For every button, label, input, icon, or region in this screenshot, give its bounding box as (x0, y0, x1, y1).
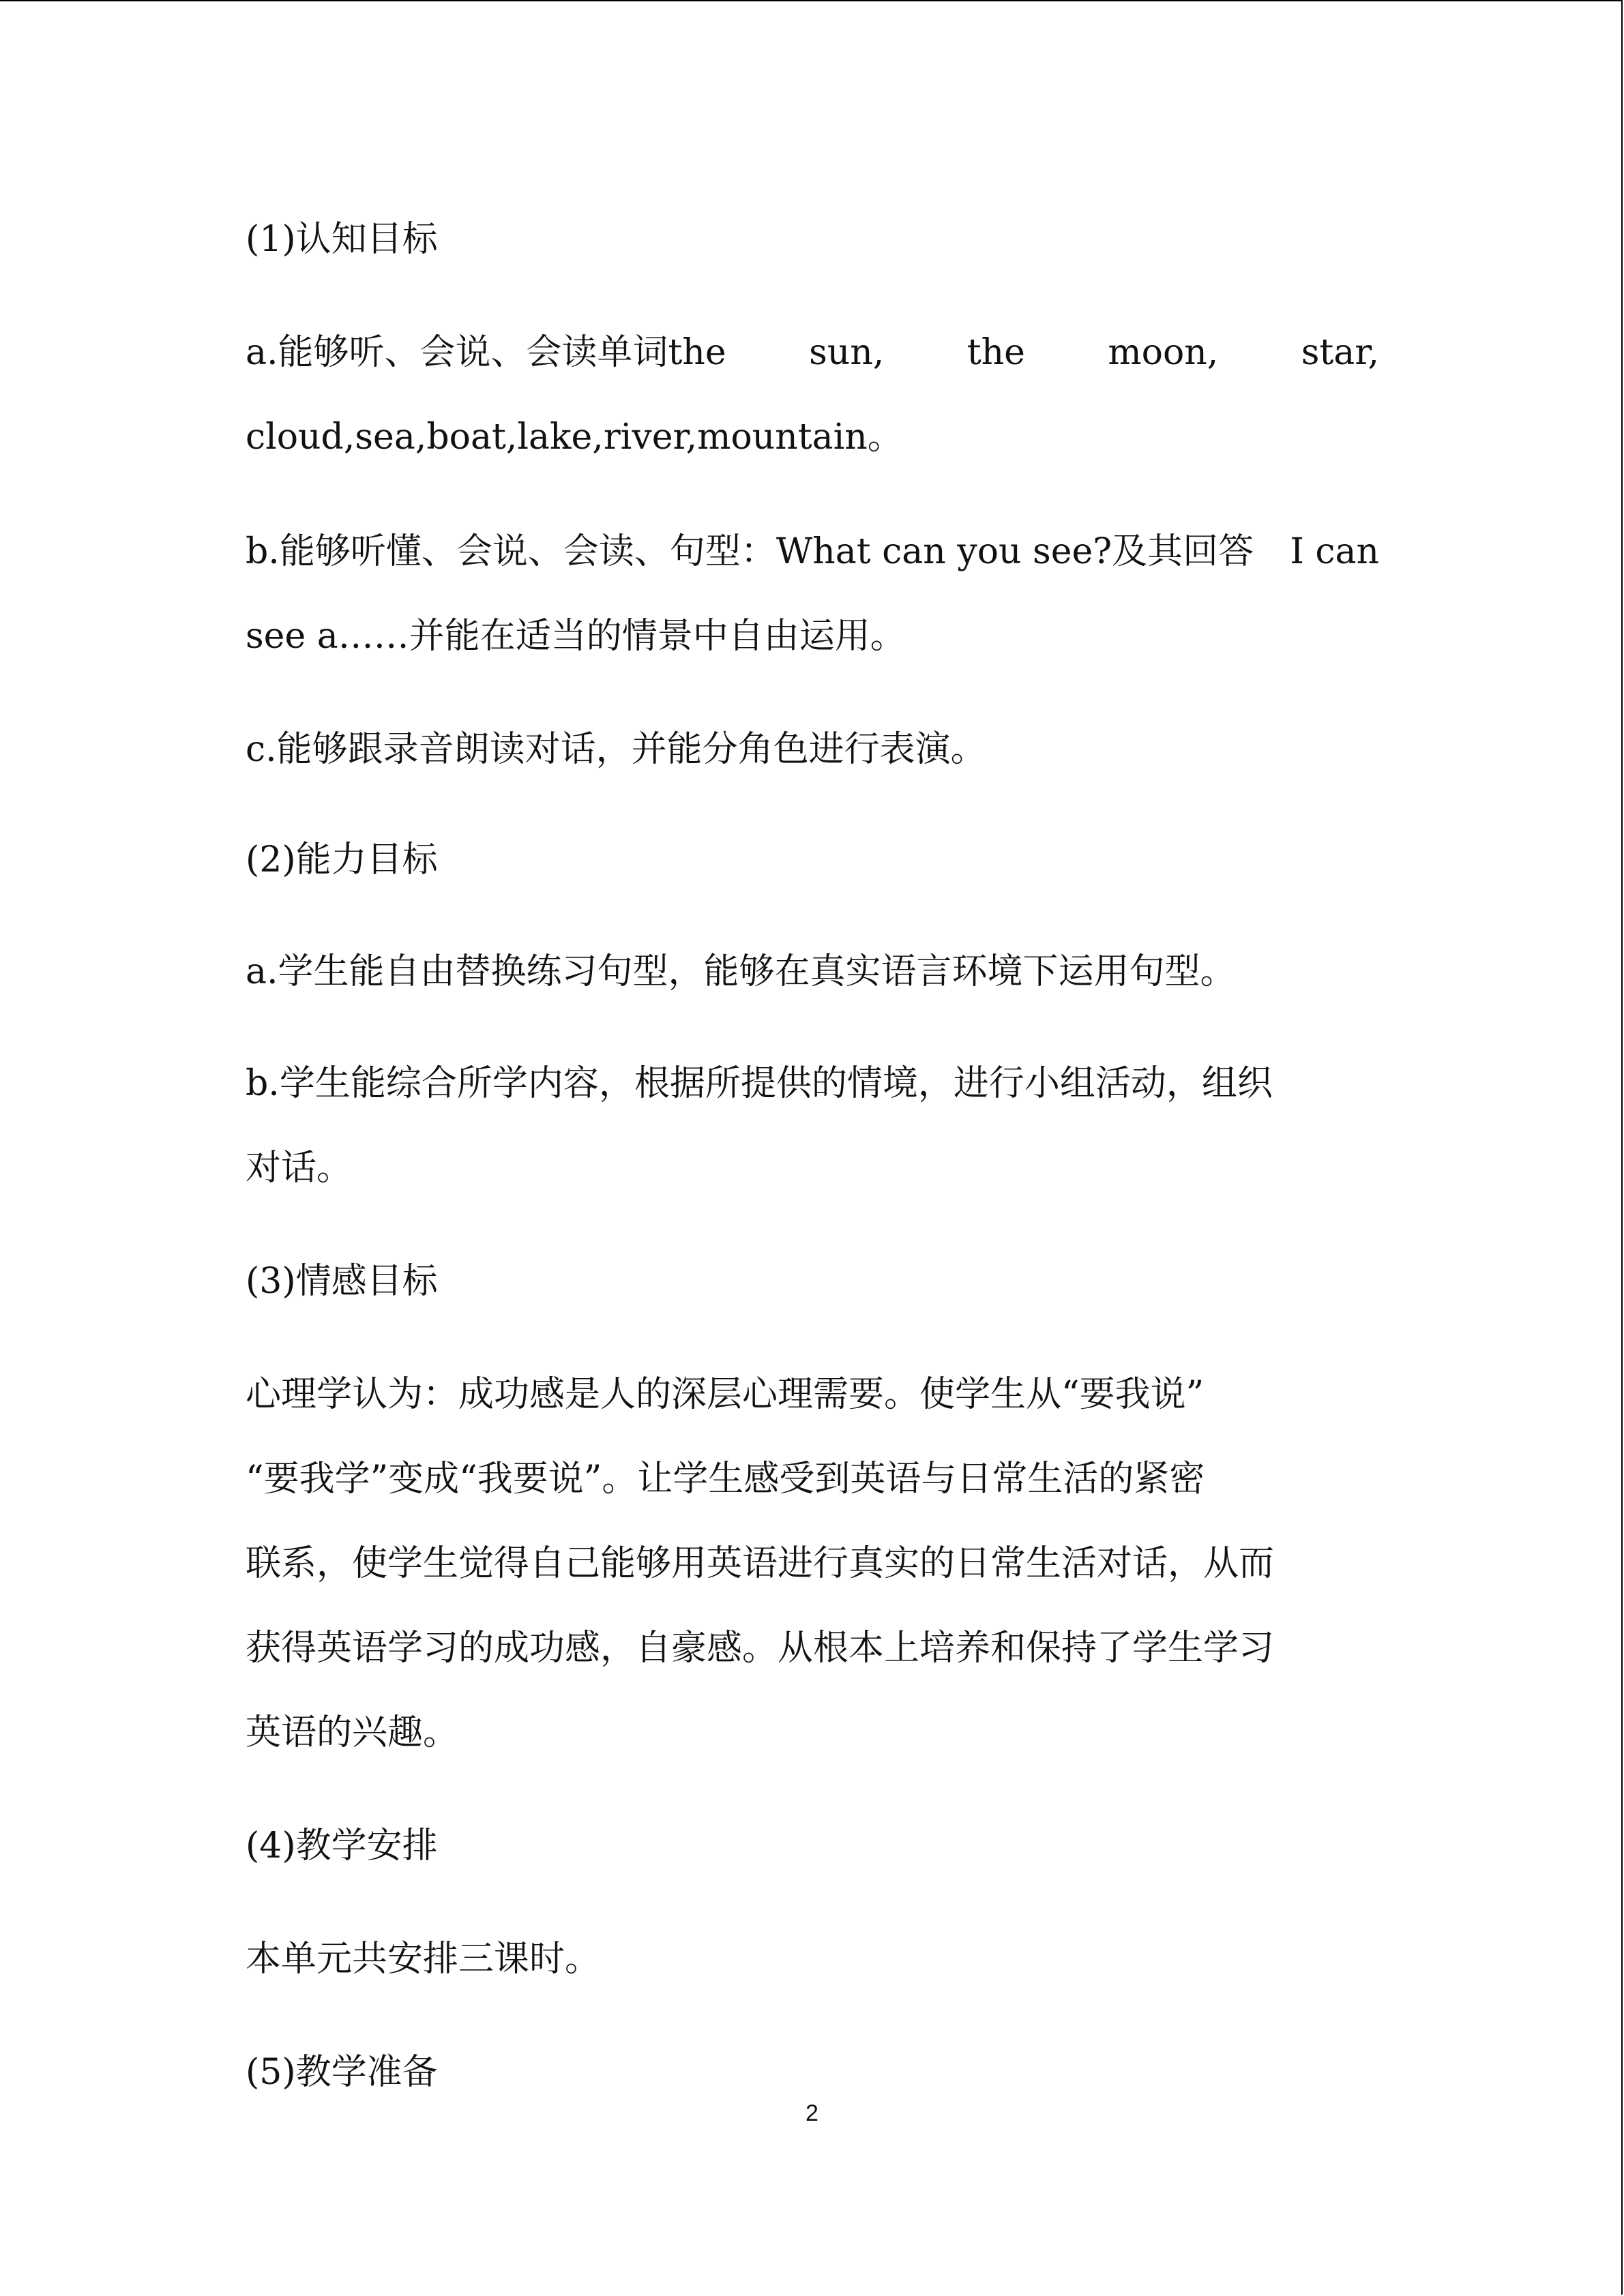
text-span: the (966, 332, 1025, 373)
text-span: b.能够听懂、会说、会读、句型：What can you see?及其回答 (246, 531, 1254, 572)
paragraph-line: 心理学认为：成功感是人的深层心理需要。使学生从“要我说” (246, 1374, 1205, 1415)
section-heading-teaching-arrangement: (4)教学安排 (246, 1825, 438, 1866)
section-heading-ability-goals: (2)能力目标 (246, 839, 438, 880)
paragraph-line: a.学生能自由替换练习句型，能够在真实语言环境下运用句型。 (246, 951, 1236, 992)
paragraph-line: “要我学”变成“我要说”。让学生感受到英语与日常生活的紧密 (246, 1459, 1205, 1500)
paragraph-line: 对话。 (246, 1148, 353, 1189)
paragraph-line: 联系，使学生觉得自己能够用英语进行真实的日常生活对话，从而 (246, 1543, 1275, 1584)
paragraph-line: 获得英语学习的成功感，自豪感。从根本上培养和保持了学生学习 (246, 1628, 1275, 1669)
text-span: a.能够听、会说、会读单词the (246, 332, 726, 373)
section-heading-emotional-goals: (3)情感目标 (246, 1261, 438, 1302)
paragraph-line (246, 531, 1379, 573)
text-span: moon, (1108, 332, 1219, 373)
paragraph-line (246, 331, 1379, 374)
section-heading-teaching-preparation: (5)教学准备 (246, 2052, 438, 2093)
text-span: sun, (809, 332, 885, 373)
paragraph-line: b.学生能综合所学内容，根据所提供的情境，进行小组活动，组织 (246, 1063, 1273, 1104)
paragraph-line: cloud,sea,boat,lake,river,mountain。 (246, 417, 903, 458)
paragraph-line: 英语的兴趣。 (246, 1712, 459, 1753)
page-number: 2 (806, 2100, 818, 2126)
section-heading-cognitive-goals: (1)认知目标 (246, 219, 438, 260)
paragraph-line: 本单元共安排三课时。 (246, 1939, 601, 1980)
text-span: I can (1290, 531, 1379, 572)
paragraph-line: see a……并能在适当的情景中自由运用。 (246, 616, 906, 657)
text-span: star, (1301, 332, 1379, 373)
paragraph-line: c.能够跟录音朗读对话，并能分角色进行表演。 (246, 729, 986, 770)
